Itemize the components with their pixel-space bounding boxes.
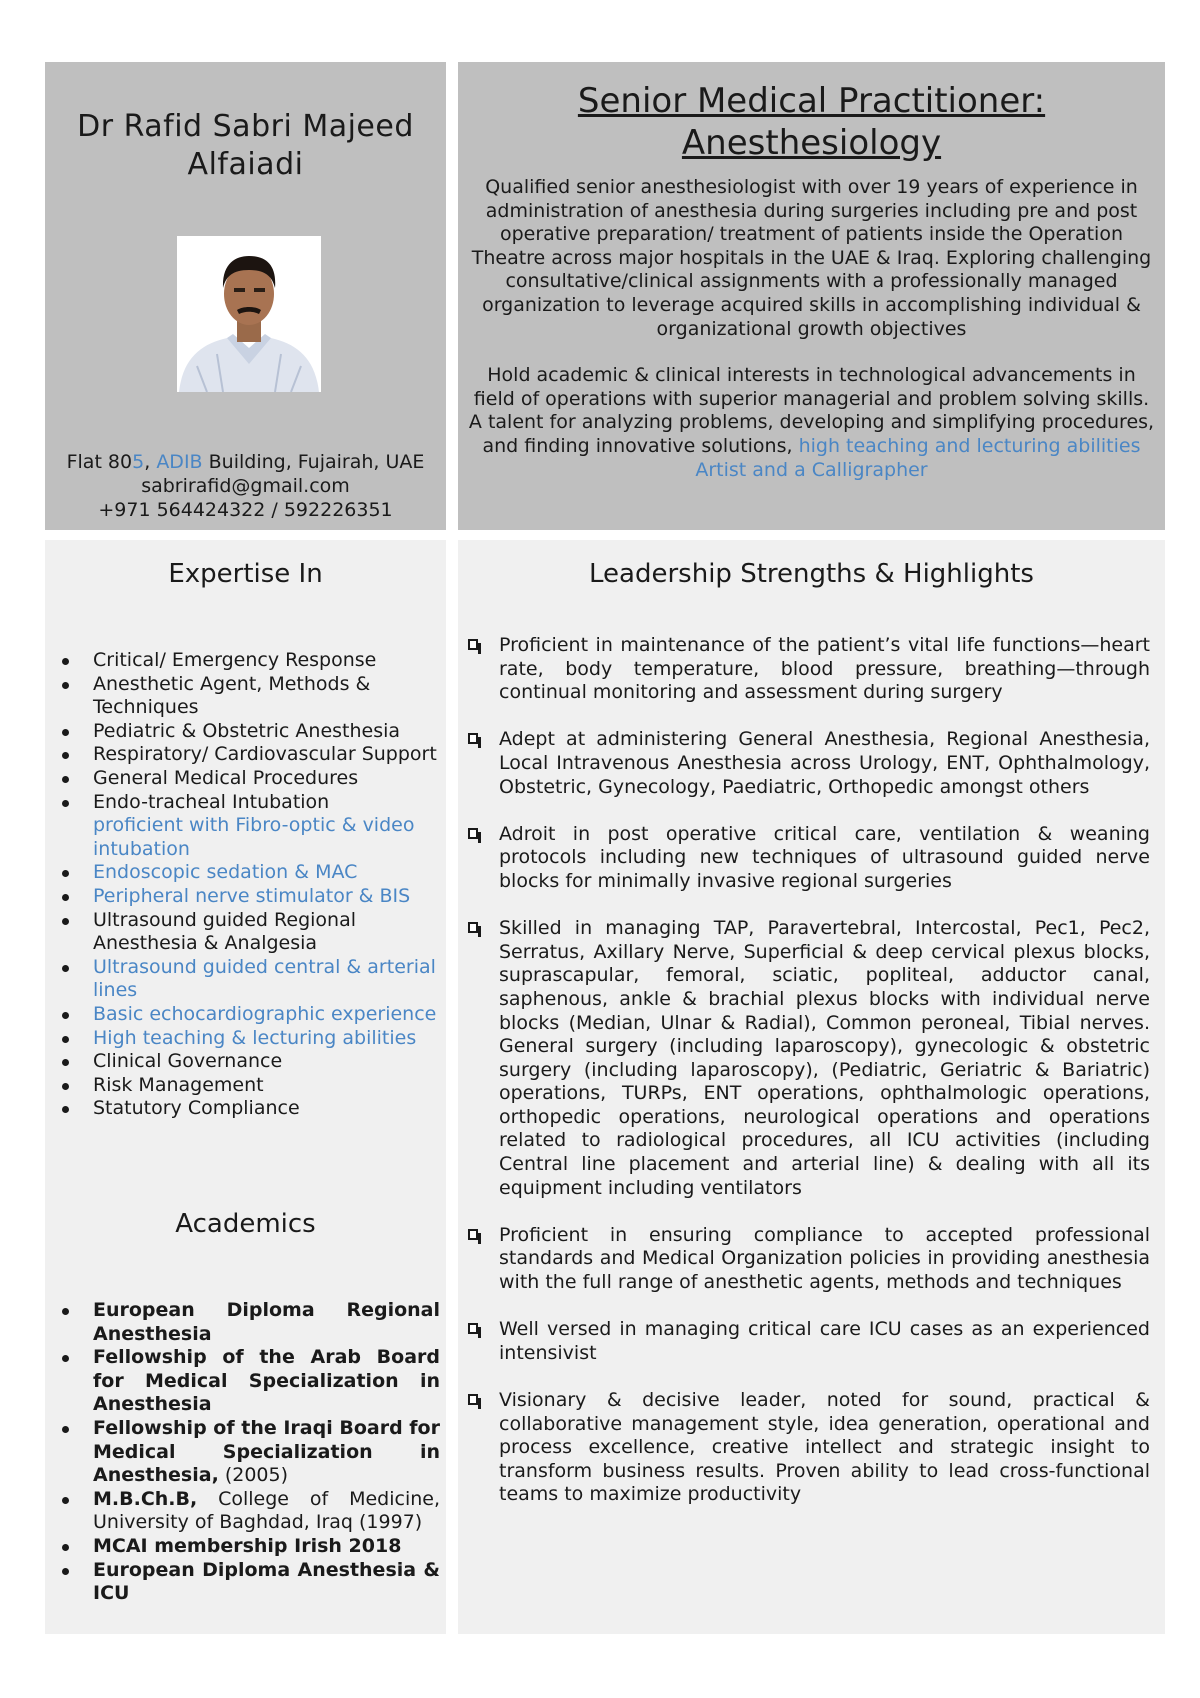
person-portrait-icon bbox=[177, 236, 321, 392]
checkbox-bullet-icon bbox=[468, 639, 478, 650]
list-item-text: Pediatric & Obstetric Anesthesia bbox=[93, 719, 401, 742]
highlight-text: Skilled in managing TAP, Paravertebral, Intercostal, Pec1, Pec2, Serratus, Axillary Nerve, Superficial & deep cervical plexus blocks, suprascapular, femoral, sciatic, popliteal, adductor canal, saphenous, ankle & brachial plexus blocks with individual nerve blocks (Median, Ulnar & Radial), Common peroneal, Tibial nerves. General surgery (including laparoscopy), gynecologic & obstetric surgery (including laparoscopy), (Pediatric, Geriatric & Bariatric) operations, TURPs, ENT operations, ophthalmologic operations, orthopedic operations, neurological operations and operations related to radiological procedures, all ICU activities (including Central line placement and arterial line) & dealing with all its equipment including ventilators bbox=[499, 917, 1150, 1199]
title-line: Senior Medical Practitioner: bbox=[577, 81, 1046, 121]
address-part: , bbox=[144, 451, 157, 473]
summary-paragraph: Qualified senior anesthesiologist with over 19 years of experience in administration of anesthesia during surgeries including pre and post operative preparation/ treatment of patients inside the Operation Theatre across major hospitals in the UAE & Iraq. Exploring challenging consultative/clinical assignments with a professionally managed organization to leverage acquired skills in accomplishing individual & organizational growth objectives bbox=[471, 176, 1152, 340]
highlights-panel bbox=[458, 540, 1165, 1634]
list-item bbox=[45, 861, 446, 885]
list-item-text: proficient with Fibro-optic & video intubation bbox=[93, 814, 415, 860]
list-item-text: Ultrasound guided Regional Anesthesia & Analgesia bbox=[93, 908, 356, 955]
list-item bbox=[45, 909, 446, 956]
address-part: ADIB bbox=[156, 451, 203, 473]
expertise-list bbox=[45, 649, 446, 1121]
list-item bbox=[45, 743, 446, 767]
contact-block bbox=[45, 450, 446, 522]
checkbox-bullet-icon bbox=[468, 828, 478, 839]
list-item bbox=[45, 1074, 446, 1098]
list-item bbox=[45, 1097, 446, 1121]
address-part: Flat 80 bbox=[66, 451, 133, 473]
list-item-text: Risk Management bbox=[93, 1073, 264, 1096]
summary bbox=[468, 176, 1155, 482]
expertise-heading: Expertise In bbox=[168, 559, 323, 589]
list-item bbox=[45, 1535, 446, 1559]
list-item bbox=[458, 1318, 1165, 1365]
list-item bbox=[45, 956, 446, 1003]
qualification: Fellowship of the Iraqi Board for Medical Specialization in Anesthesia, bbox=[93, 1416, 440, 1487]
highlights-list bbox=[458, 634, 1165, 1531]
list-item bbox=[45, 649, 446, 673]
email[interactable]: sabrirafid@gmail.com bbox=[141, 475, 350, 497]
address-part: Building, Fujairah, UAE bbox=[202, 451, 425, 473]
list-item bbox=[45, 673, 446, 720]
list-item-text: Anesthetic Agent, Methods & Techniques bbox=[93, 672, 371, 719]
list-item-text: Endo-tracheal Intubation bbox=[93, 790, 330, 813]
skills-panel bbox=[45, 540, 446, 1634]
page-title bbox=[458, 80, 1165, 164]
title-line: Anesthesiology bbox=[681, 123, 942, 163]
list-item-text: Critical/ Emergency Response bbox=[93, 649, 377, 671]
highlight-text: Well versed in managing critical care ICU cases as an experienced intensivist bbox=[499, 1318, 1150, 1364]
academics-heading: Academics bbox=[175, 1209, 316, 1239]
list-item bbox=[458, 1224, 1165, 1295]
list-item bbox=[45, 1003, 446, 1027]
checkbox-bullet-icon bbox=[468, 1323, 478, 1334]
summary-highlight: Artist and a Calligrapher bbox=[695, 458, 928, 481]
checkbox-bullet-icon bbox=[468, 922, 478, 933]
list-item-text: Endoscopic sedation & MAC bbox=[93, 861, 358, 884]
highlight-text: Proficient in ensuring compliance to accepted professional standards and Medical Organization policies in providing anesthesia with the full range of anesthetic agents, methods and techniques bbox=[499, 1223, 1150, 1294]
list-item-text: General Medical Procedures bbox=[93, 766, 359, 789]
list-item bbox=[458, 823, 1165, 894]
highlights-heading: Leadership Strengths & Highlights bbox=[589, 559, 1034, 589]
list-item bbox=[45, 1559, 446, 1606]
list-item bbox=[45, 720, 446, 744]
list-item bbox=[458, 728, 1165, 799]
checkbox-bullet-icon bbox=[468, 1229, 478, 1240]
academics-list bbox=[45, 1299, 446, 1606]
qualification-detail: College of Medicine, University of Baghdad, Iraq (1997) bbox=[93, 1487, 440, 1534]
qualification: European Diploma Anesthesia & ICU bbox=[93, 1558, 440, 1605]
list-item-text: Clinical Governance bbox=[93, 1050, 283, 1073]
highlight-text: Adept at administering General Anesthesia, Regional Anesthesia, Local Intravenous Anesthesia across Urology, ENT, Ophthalmology, Obstetric, Gynecology, Paediatric, Orthopedic amongst others bbox=[499, 728, 1150, 798]
list-item bbox=[45, 1050, 446, 1074]
qualification: MCAI membership Irish 2018 bbox=[93, 1534, 402, 1557]
summary-highlight: high teaching and lecturing abilities bbox=[798, 434, 1141, 457]
checkbox-bullet-icon bbox=[468, 1394, 478, 1405]
summary-panel bbox=[458, 62, 1165, 530]
qualification: European Diploma Regional Anesthesia bbox=[93, 1299, 440, 1345]
list-item-text: Respiratory/ Cardiovascular Support bbox=[93, 743, 437, 766]
list-item bbox=[45, 1346, 446, 1417]
list-item bbox=[45, 885, 446, 909]
address-part: 5 bbox=[132, 451, 145, 473]
qualification-detail: (2005) bbox=[218, 1464, 289, 1487]
highlight-text: Proficient in maintenance of the patient’s vital life functions—heart rate, body temperature, blood pressure, breathing—through continual monitoring and assessment during surgery bbox=[499, 634, 1150, 704]
list-item bbox=[45, 1488, 446, 1535]
candidate-name: Dr Rafid Sabri Majeed Alfaiadi bbox=[77, 109, 414, 182]
list-item-text: High teaching & lecturing abilities bbox=[93, 1026, 417, 1049]
qualification: Fellowship of the Arab Board for Medical Specialization in Anesthesia bbox=[93, 1346, 440, 1416]
list-item-text: Peripheral nerve stimulator & BIS bbox=[93, 884, 411, 907]
highlight-text: Adroit in post operative critical care, ventilation & weaning protocols including new techniques of ultrasound guided nerve blocks for minimally invasive regional surgeries bbox=[499, 822, 1150, 892]
profile-panel bbox=[45, 62, 446, 530]
summary-text: Hold academic & clinical interests in technological advancements in field of operations with superior managerial and problem solving skills. A talent for analyzing problems, developing and simplifying procedures, and finding innovative solutions, bbox=[468, 364, 1155, 457]
list-item bbox=[45, 767, 446, 791]
list-item-text: Statutory Compliance bbox=[93, 1097, 300, 1120]
list-item bbox=[45, 1299, 446, 1346]
profile-photo bbox=[177, 236, 321, 392]
list-item-text: Basic echocardiographic experience bbox=[93, 1002, 437, 1025]
list-item bbox=[45, 1417, 446, 1488]
list-item-text: Ultrasound guided central & arterial lines bbox=[93, 955, 436, 1002]
list-item bbox=[458, 634, 1165, 705]
list-item bbox=[458, 917, 1165, 1200]
list-item bbox=[45, 1027, 446, 1051]
address bbox=[45, 450, 446, 474]
qualification: M.B.Ch.B, bbox=[93, 1487, 198, 1510]
list-item bbox=[45, 791, 446, 862]
phone: +971 564424322 / 592226351 bbox=[98, 499, 393, 521]
summary-paragraph bbox=[468, 364, 1155, 458]
highlight-text: Visionary & decisive leader, noted for sound, practical & collaborative management style, idea generation, operational and process excellence, creative intellect and strategic insight to transform business results. Proven ability to lead cross-functional teams to maximize productivity bbox=[499, 1389, 1150, 1506]
checkbox-bullet-icon bbox=[468, 733, 478, 744]
list-item bbox=[458, 1389, 1165, 1507]
